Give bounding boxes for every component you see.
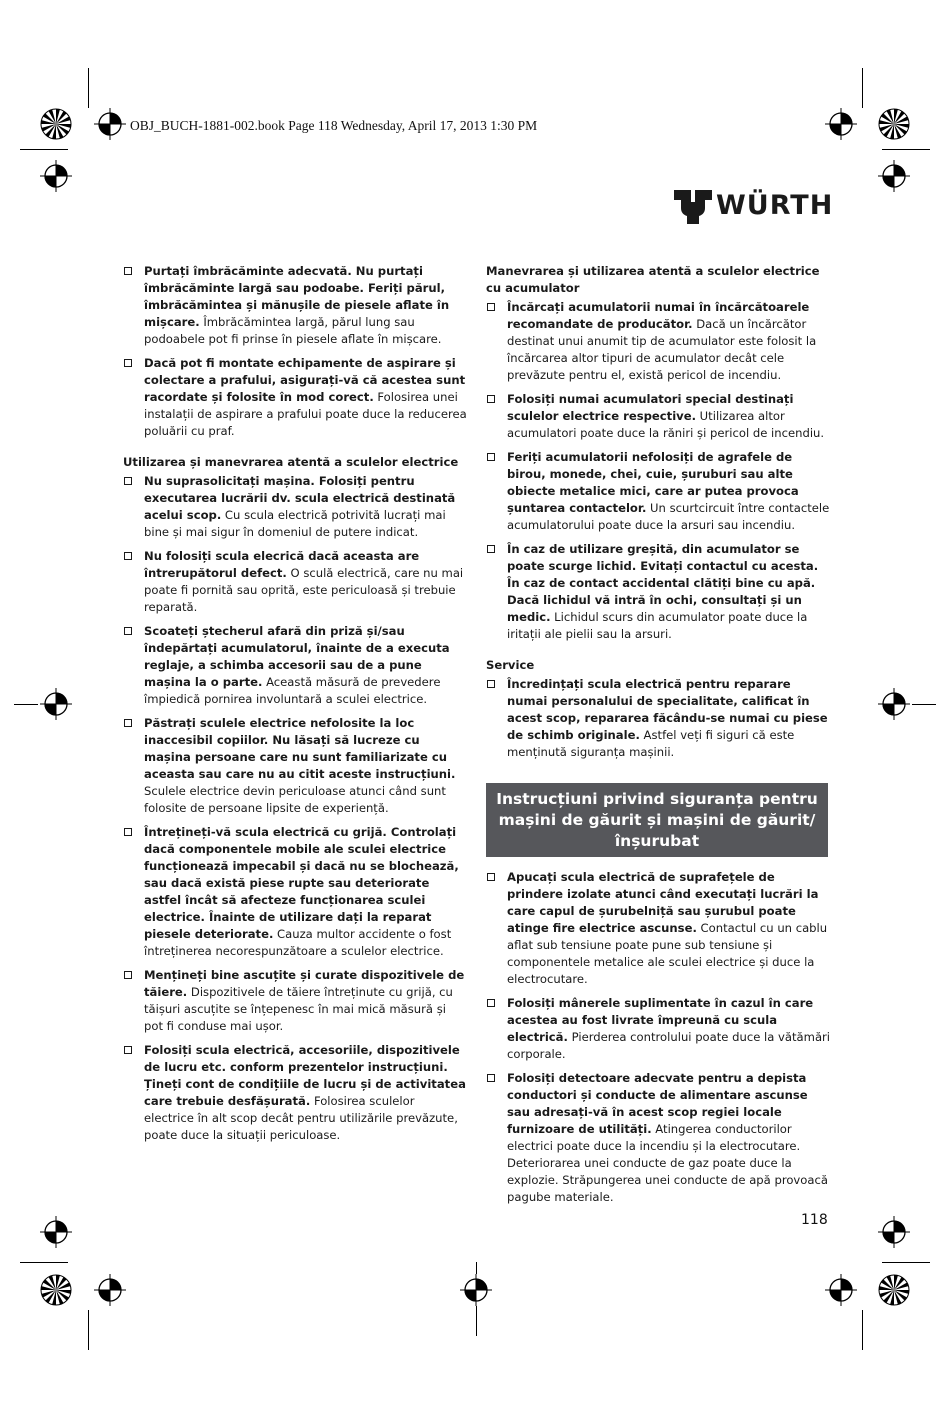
list-item [123,623,468,708]
crop-mark [862,1310,863,1350]
item-lead-text: Purtați îmbrăcăminte adecvată. Nu purtați îmbrăcăminte largă sau podoabe. Feriți părul, îmbrăcămintea și mănușile de piesele aflate în mișcare. [144,264,450,329]
crop-mark [882,149,930,150]
checkbox-bullet-icon [487,680,495,688]
list-item [123,355,468,440]
list-item [123,263,468,348]
item-body-text: Cu scula electrică potrivită lucrați mai bine și mai sigur în domeniul de putere indicat. [144,508,446,539]
item-body-text: Dispozitivele de tăiere întreținute cu grijă, cu tăișuri ascuțite se înțepenesc în mai mică măsură și pot fi conduse mai ușor. [144,985,453,1033]
registration-mark-icon [460,1274,492,1306]
item-body-text: Atingerea conductorilor electrici poate duce la incendiu și la electrocutare. Deteriorarea unei conducte de gaz poate duce la explozie. Străpungerea unei conducte de apă provoacă pagube materiale. [507,1122,828,1204]
item-lead-text: Feriți acumulatorii nefolosiți de agrafele de birou, monede, chei, cuie, șuruburi sau alte obiecte metalice mici, care ar putea provoca șuntarea contactelor. [507,450,799,515]
right-list-b [486,676,831,761]
registration-mark-icon [40,1216,72,1248]
list-item [486,541,831,643]
item-body-text: Dacă un încărcător destinat unui anumit tip de acumulator este folosit la încărcarea altor tipuri de acumulator decât cele prevăzute pentru el, există pericol de incendiu. [507,317,817,382]
crop-mark [476,1262,477,1274]
checkbox-bullet-icon [124,267,132,275]
item-body-text: Folosirea sculelor electrice în alt scop decât pentru utilizările prevăzute, poate duce la situații periculoase. [144,1094,458,1142]
crop-mark [88,1310,89,1350]
brand-wordmark: WÜRTH [716,190,834,221]
list-item [123,715,468,817]
crop-mark [882,1262,930,1263]
checkbox-bullet-icon [487,999,495,1007]
item-body-text: Un scurtcircuit între contactele acumulatorului poate duce la arsuri sau incendiu. [507,501,830,532]
registration-mark-icon [94,1274,126,1306]
item-body-text: Contactul cu un cablu aflat sub tensiune poate pune sub tensiune și componentele metalice ale sculei electrice și duce la electrocutare. [507,921,828,986]
checkbox-bullet-icon [124,828,132,836]
registration-mark-icon [878,160,910,192]
crop-mark [862,68,863,108]
list-item [486,299,831,384]
checkbox-bullet-icon [124,971,132,979]
list-item [123,1042,468,1144]
item-lead-text: Folosiți scula electrică, accesoriile, dispozitivele de lucru etc. conform prezentelor instrucțiuni. Țineți cont de condițiile de lucru și de activitatea care trebuie desfășurată. [144,1043,466,1108]
registration-mark-icon [878,688,910,720]
item-lead-text: Nu suprasolicitați mașina. Folosiți pentru executarea lucrării dv. scula electrică destinată acelui scop. [144,474,456,522]
list-item [486,391,831,442]
crop-mark [20,1262,68,1263]
list-item [486,869,831,988]
crop-mark [912,704,936,705]
list-item [486,995,831,1063]
right-list-a [486,299,831,643]
left-column [123,263,468,1151]
checkbox-bullet-icon [487,453,495,461]
crop-mark [20,149,68,150]
page-number: 118 [801,1212,828,1228]
item-lead-text: Folosiți numai acumulatori special destinați sculelor electrice respective. [507,392,794,423]
registration-mark-icon [40,688,72,720]
item-body-text: O sculă electrică, care nu mai poate fi pornită sau oprită, este periculoasă și trebuie reparată. [144,566,464,614]
item-lead-text: Întrețineți-vă scula electrică cu grijă. Controlați dacă componentele mobile ale sculei electrice funcționează impecabil și dacă nu se blochează, sau dacă există piese rupte sau deteriorate astfel încât să afecteze funcționarea sculei electrice. Înainte de utilizare dați la reparat piesele deteriorate. [144,825,459,941]
star-target-icon [40,1274,72,1306]
star-target-icon [878,1274,910,1306]
checkbox-bullet-icon [487,545,495,553]
list-item [123,967,468,1035]
crop-mark [14,704,38,705]
list-item [486,676,831,761]
item-lead-text: Încredințați scula electrică pentru reparare numai personalului de specialitate, calificat în acest scop, repararea făcându-se numai cu piese de schimb originale. [507,677,828,742]
item-lead-text: Scoateți ștecherul afară din priză și/sau îndepărtați acumulatorul, înainte de a executa reglaje, a schimba accesorii sau de a pune mașina la o parte. [144,624,450,689]
section-heading-battery: Manevrarea și utilizarea atentă a sculelor electrice cu acumulator [486,264,820,295]
item-lead-text: Dacă pot fi montate echipamente de aspirare și colectare a prafului, asigurați-vă că acestea sunt racordate și folosite în mod corect. [144,356,466,404]
wurth-logo [672,186,832,226]
checkbox-bullet-icon [124,719,132,727]
print-header: OBJ_BUCH-1881-002.book Page 118 Wednesday, April 17, 2013 1:30 PM [130,118,538,133]
item-lead-text: Păstrați sculele electrice nefolosite la loc inaccesibil copiilor. Nu lăsați să lucreze cu mașina persoane care nu sunt familiarizate cu aceasta sau care nu au citit aceste instrucțiuni. [144,716,456,781]
checkbox-bullet-icon [487,303,495,311]
item-body-text: Folosirea unei instalații de aspirare a prafului poate duce la reducerea poluării cu praf. [144,390,467,438]
checkbox-bullet-icon [487,873,495,881]
checkbox-bullet-icon [124,359,132,367]
checkbox-bullet-icon [124,477,132,485]
left-list-a [123,263,468,440]
item-lead-text: În caz de utilizare greșită, din acumulator se poate scurge lichid. Evitați contactul cu acesta. În caz de contact accidental clătiți bine cu apă. Dacă lichidul vă intră în ochi, consultați și un medic. [507,542,819,624]
safety-banner: Instrucțiuni privind siguranța pentru mașini de găurit și mașini de găurit/ înșurubat [486,783,828,857]
item-body-text: Cauza multor accidente o fost întreținerea necorespunzătoare a sculelor electrice. [144,927,452,958]
item-lead-text: Mențineți bine ascuțite și curate dispozitivele de tăiere. [144,968,465,999]
star-target-icon [878,108,910,140]
item-body-text: Îmbrăcămintea largă, părul lung sau podoabele pot fi prinse în piesele aflate în mișcare. [144,315,442,346]
crop-mark [88,68,89,108]
section-heading-service: Service [486,658,535,672]
checkbox-bullet-icon [124,552,132,560]
list-item [123,548,468,616]
crop-mark [476,1306,477,1336]
list-item [123,824,468,960]
registration-mark-icon [878,1216,910,1248]
item-body-text: Sculele electrice devin periculoase atunci când sunt folosite de persoane lipsite de experiență. [144,784,446,815]
section-heading-tool-use: Utilizarea și manevrarea atentă a sculelor electrice [123,455,459,469]
list-item [486,449,831,534]
checkbox-bullet-icon [487,395,495,403]
checkbox-bullet-icon [124,627,132,635]
left-list-b [123,473,468,1144]
star-target-icon [40,108,72,140]
item-lead-text: Folosiți detectoare adecvate pentru a depista conductori și conducte de alimentare ascunse sau adresați-vă în acest scop regiei locale furnizoare de utilități. [507,1071,808,1136]
checkbox-bullet-icon [487,1074,495,1082]
right-list-c [486,869,831,1206]
item-lead-text: Folosiți mânerele suplimentate în cazul în care acestea au fost livrate împreună cu scula electrică. [507,996,814,1044]
right-column [486,263,831,1213]
item-lead-text: Apucați scula electrică de suprafețele de prindere izolate atunci când executați lucrări la care capul de șurubelniță sau șurubul poate atinge fire electrice ascunse. [507,870,819,935]
registration-mark-icon [825,108,857,140]
item-body-text: Astfel veți fi siguri că este menținută siguranța mașinii. [507,728,795,759]
item-lead-text: Încărcați acumulatorii numai în încărcătoarele recomandate de producător. [507,300,810,331]
item-body-text: Utilizarea altor acumulatori poate duce la răniri și pericol de incendiu. [507,409,825,440]
checkbox-bullet-icon [124,1046,132,1054]
registration-mark-icon [94,108,126,140]
item-body-text: Lichidul scurs din acumulator poate duce la iritații ale pielii sau la arsuri. [507,610,808,641]
item-body-text: Pierderea controlului poate duce la vătămări corporale. [507,1030,831,1061]
list-item [123,473,468,541]
list-item [486,1070,831,1206]
item-lead-text: Nu folosiți scula elecrică dacă aceasta are întrerupătorul defect. [144,549,420,580]
registration-mark-icon [825,1274,857,1306]
registration-mark-icon [40,160,72,192]
item-body-text: Această măsură de prevedere împiedică pornirea involuntară a sculei electrice. [144,675,441,706]
